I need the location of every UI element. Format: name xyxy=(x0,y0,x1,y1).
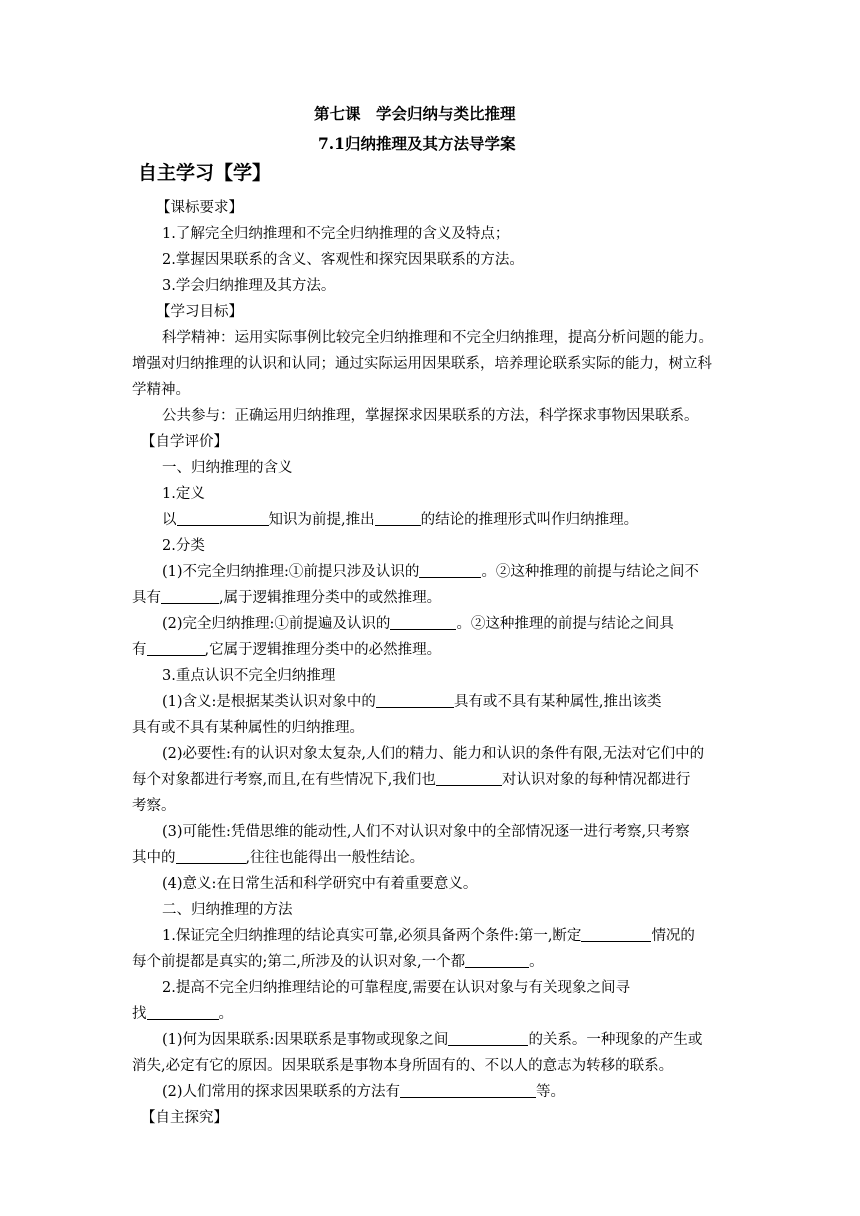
causality-text: (1)何为因果联系:因果联系是事物或现象之间 的关系。一种现象的产生或 xyxy=(162,1032,703,1048)
blank xyxy=(375,511,421,526)
goals-text: 公共参与：正确运用归纳推理，掌握探求因果联系的方法，科学探求事物因果联系。 xyxy=(162,408,699,424)
blank xyxy=(176,849,246,864)
complete-text: 有 ,它属于逻辑推理分类中的必然推理。 xyxy=(132,642,442,658)
curriculum-item: 2.掌握因果联系的含义、客观性和探究因果联系的方法。 xyxy=(162,252,524,268)
necessity-text: 考察。 xyxy=(132,798,176,814)
classification-title: 2.分类 xyxy=(162,538,205,554)
blank xyxy=(177,511,269,526)
method-text: 每个前提都是真实的;第二,所涉及的认识对象,一个都 。 xyxy=(132,954,544,970)
curriculum-item: 3.学会归纳推理及其方法。 xyxy=(162,278,336,294)
part2-title: 二、归纳推理的方法 xyxy=(162,902,293,918)
blank xyxy=(436,771,502,786)
blank xyxy=(147,641,205,656)
explore-heading: 【自主探究】 xyxy=(141,1110,228,1126)
method-text: 找 。 xyxy=(132,1006,233,1022)
method-text: 1.保证完全归纳推理的结论真实可靠,必须具备两个条件:第一,断定 情况的 xyxy=(162,928,695,944)
possibility-text: (3)可能性:凭借思维的能动性,人们不对认识对象中的全部情况逐一进行考察,只考察 xyxy=(162,824,690,840)
blank xyxy=(161,589,219,604)
goals-heading: 【学习目标】 xyxy=(156,304,243,320)
blank xyxy=(419,563,481,578)
blank xyxy=(147,1005,219,1020)
goals-text: 学精神。 xyxy=(132,382,190,398)
curriculum-heading: 【课标要求】 xyxy=(156,200,243,216)
methods-text: (2)人们常用的探求因果联系的方法有 等。 xyxy=(162,1084,566,1100)
incomplete-text: 具有 ,属于逻辑推理分类中的或然推理。 xyxy=(132,590,442,606)
lesson-title: 第七课 学会归纳与类比推理 xyxy=(314,104,516,123)
self-eval-heading: 【自学评价】 xyxy=(141,434,228,450)
method-text: 2.提高不完全归纳推理结论的可靠程度,需要在认识对象与有关现象之间寻 xyxy=(162,980,630,996)
blank xyxy=(400,1083,536,1098)
incomplete-text: (1)不完全归纳推理:①前提只涉及认识的 。②这种推理的前提与结论之间不 xyxy=(162,564,699,580)
part1-title: 一、归纳推理的含义 xyxy=(162,460,293,476)
section-heading: 自主学习【学】 xyxy=(138,162,272,184)
blank xyxy=(581,927,651,942)
curriculum-item: 1.了解完全归纳推理和不完全归纳推理的含义及特点； xyxy=(162,226,510,242)
meaning-text: 具有或不具有某种属性的归纳推理。 xyxy=(132,720,364,736)
blank xyxy=(376,693,454,708)
significance-text: (4)意义:在日常生活和科学研究中有着重要意义。 xyxy=(162,876,478,892)
goals-text: 科学精神：运用实际事例比较完全归纳推理和不完全归纳推理，提高分析问题的能力。 xyxy=(162,330,713,346)
meaning-text: (1)含义:是根据某类认识对象中的 具有或不具有某种属性,推出该类 xyxy=(162,694,662,710)
necessity-text: (2)必要性:有的认识对象太复杂,人们的精力、能力和认识的条件有限,无法对它们中的 xyxy=(162,746,705,762)
blank xyxy=(390,615,456,630)
goals-text: 增强对归纳推理的认识和认同；通过实际运用因果联系，培养理论联系实际的能力，树立科 xyxy=(132,356,712,372)
key-title: 3.重点认识不完全归纳推理 xyxy=(162,668,336,684)
causality-text: 消失,必定有它的原因。因果联系是事物本身所固有的、不以人的意志为转移的联系。 xyxy=(132,1058,674,1074)
possibility-text: 其中的 ,往往也能得出一般性结论。 xyxy=(132,850,425,866)
complete-text: (2)完全归纳推理:①前提遍及认识的 。②这种推理的前提与结论之间具 xyxy=(162,616,674,632)
necessity-text: 每个对象都进行考察,而且,在有些情况下,我们也 对认识对象的每种情况都进行 xyxy=(132,772,691,788)
lesson-subtitle: 7.1归纳推理及其方法导学案 xyxy=(318,134,516,153)
blank xyxy=(448,1031,528,1046)
definition-title: 1.定义 xyxy=(162,486,205,502)
blank xyxy=(465,953,529,968)
definition-text: 以 知识为前提,推出 的结论的推理形式叫作归纳推理。 xyxy=(162,512,639,528)
